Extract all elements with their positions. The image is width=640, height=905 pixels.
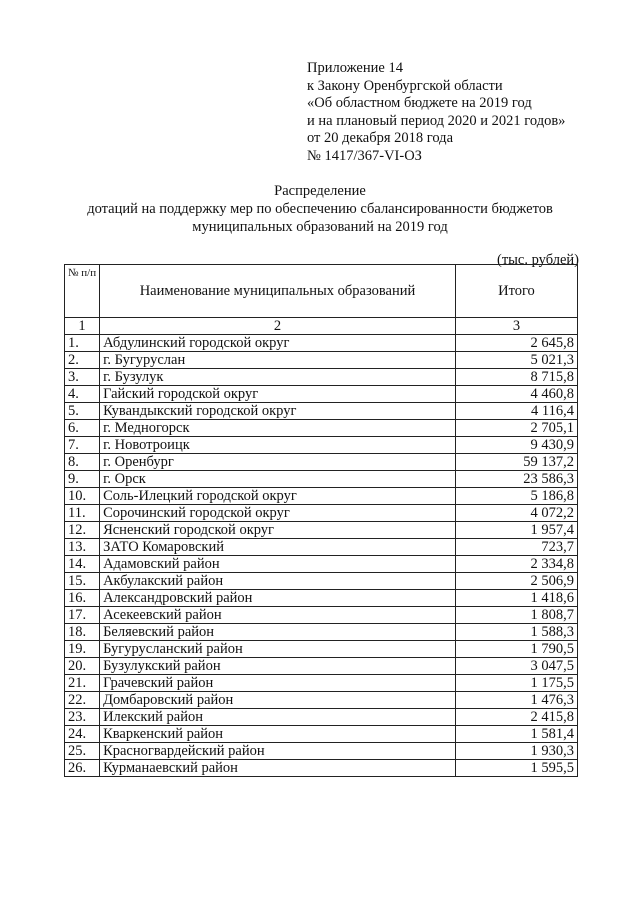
municipality-name: г. Орск: [100, 471, 456, 488]
municipality-name: Домбаровский район: [100, 692, 456, 709]
table-body: [65, 335, 578, 777]
row-number: 20.: [65, 658, 100, 675]
municipality-name: Александровский район: [100, 590, 456, 607]
row-total: 59 137,2: [455, 454, 577, 471]
row-number: 22.: [65, 692, 100, 709]
table-row: [65, 335, 578, 352]
row-total: 4 460,8: [455, 386, 577, 403]
appendix-line: «Об областном бюджете на 2019 год: [307, 95, 532, 111]
municipality-name: Курманаевский район: [100, 760, 456, 777]
row-number: 6.: [65, 420, 100, 437]
table-row: [65, 369, 578, 386]
table-row: [65, 658, 578, 675]
municipality-name: г. Новотроицк: [100, 437, 456, 454]
row-total: 3 047,5: [455, 658, 577, 675]
table-row: [65, 607, 578, 624]
table-row: [65, 590, 578, 607]
row-total: 1 930,3: [455, 743, 577, 760]
row-number: 4.: [65, 386, 100, 403]
table-row: [65, 454, 578, 471]
row-total: 4 116,4: [455, 403, 577, 420]
row-number: 13.: [65, 539, 100, 556]
municipality-name: г. Оренбург: [100, 454, 456, 471]
table-row: [65, 471, 578, 488]
row-number: 12.: [65, 522, 100, 539]
municipality-name: Беляевский район: [100, 624, 456, 641]
table-row: [65, 539, 578, 556]
row-total: 2 645,8: [455, 335, 577, 352]
municipality-name: Кувандыкский городской округ: [100, 403, 456, 420]
row-number: 15.: [65, 573, 100, 590]
table-row: [65, 692, 578, 709]
row-total: 2 334,8: [455, 556, 577, 573]
row-number: 26.: [65, 760, 100, 777]
row-number: 18.: [65, 624, 100, 641]
municipality-name: г. Бугуруслан: [100, 352, 456, 369]
row-total: 8 715,8: [455, 369, 577, 386]
row-number: 21.: [65, 675, 100, 692]
table-row: [65, 505, 578, 522]
row-total: 5 186,8: [455, 488, 577, 505]
title-line: Распределение: [274, 183, 366, 199]
municipality-name: Ясненский городской округ: [100, 522, 456, 539]
row-total: 1 957,4: [455, 522, 577, 539]
row-total: 1 175,5: [455, 675, 577, 692]
header-number: № п/п: [65, 265, 100, 318]
municipality-name: Илекский район: [100, 709, 456, 726]
table-row: [65, 726, 578, 743]
row-number: 2.: [65, 352, 100, 369]
appendix-line: от 20 декабря 2018 года: [307, 130, 453, 146]
row-number: 23.: [65, 709, 100, 726]
row-total: 2 415,8: [455, 709, 577, 726]
row-number: 19.: [65, 641, 100, 658]
municipality-name: Красногвардейский район: [100, 743, 456, 760]
row-number: 25.: [65, 743, 100, 760]
table-row: [65, 352, 578, 369]
municipality-name: Адамовский район: [100, 556, 456, 573]
municipality-name: Бугурусланский район: [100, 641, 456, 658]
table-row: [65, 573, 578, 590]
header-name: Наименование муниципальных образований: [100, 265, 456, 318]
table-row: [65, 760, 578, 777]
table-row: [65, 403, 578, 420]
municipality-name: Сорочинский городской округ: [100, 505, 456, 522]
row-number: 24.: [65, 726, 100, 743]
municipality-name: Акбулакский район: [100, 573, 456, 590]
table-row: [65, 743, 578, 760]
row-number: 7.: [65, 437, 100, 454]
row-total: 1 476,3: [455, 692, 577, 709]
row-number: 5.: [65, 403, 100, 420]
appendix-header: [307, 60, 565, 165]
municipality-name: Бузулукский район: [100, 658, 456, 675]
municipality-name: г. Медногорск: [100, 420, 456, 437]
row-total: 2 506,9: [455, 573, 577, 590]
row-number: 14.: [65, 556, 100, 573]
table-row: [65, 420, 578, 437]
appendix-line: к Закону Оренбургской области: [307, 77, 503, 94]
table-row: [65, 437, 578, 454]
row-total: 2 705,1: [455, 420, 577, 437]
row-total: 1 595,5: [455, 760, 577, 777]
document-title: [0, 182, 640, 236]
row-number: 16.: [65, 590, 100, 607]
row-number: 3.: [65, 369, 100, 386]
municipality-name: Кваркенский район: [100, 726, 456, 743]
row-number: 8.: [65, 454, 100, 471]
row-number: 17.: [65, 607, 100, 624]
row-number: 11.: [65, 505, 100, 522]
municipality-name: Абдулинский городской округ: [100, 335, 456, 352]
row-total: 1 588,3: [455, 624, 577, 641]
appendix-line: и на плановый период 2020 и 2021 годов»: [307, 112, 566, 129]
table-header-row: [65, 265, 578, 318]
table-row: [65, 624, 578, 641]
row-number: 10.: [65, 488, 100, 505]
row-total: 1 581,4: [455, 726, 577, 743]
municipality-name: Соль-Илецкий городской округ: [100, 488, 456, 505]
appendix-line: Приложение 14: [307, 60, 403, 76]
title-line: муниципальных образований на 2019 год: [192, 219, 448, 235]
table-row: [65, 709, 578, 726]
column-number-row: [65, 318, 578, 335]
appendix-line: № 1417/367-VI-ОЗ: [307, 147, 422, 164]
header-total: Итого: [455, 265, 577, 318]
row-total: 1 790,5: [455, 641, 577, 658]
row-total: 4 072,2: [455, 505, 577, 522]
row-total: 9 430,9: [455, 437, 577, 454]
units-label: (тыс. рублей): [497, 252, 579, 268]
municipality-name: ЗАТО Комаровский: [100, 539, 456, 556]
row-total: 1 808,7: [455, 607, 577, 624]
title-line: дотаций на поддержку мер по обеспечению сбалансированности бюджетов: [87, 201, 553, 217]
row-number: 1.: [65, 335, 100, 352]
row-total: 23 586,3: [455, 471, 577, 488]
municipality-name: г. Бузулук: [100, 369, 456, 386]
table-row: [65, 556, 578, 573]
municipality-name: Грачевский район: [100, 675, 456, 692]
row-total: 723,7: [455, 539, 577, 556]
row-total: 5 021,3: [455, 352, 577, 369]
table-row: [65, 641, 578, 658]
table-row: [65, 522, 578, 539]
table-row: [65, 386, 578, 403]
municipality-name: Гайский городской округ: [100, 386, 456, 403]
municipality-name: Асекеевский район: [100, 607, 456, 624]
column-number: 3: [455, 318, 577, 335]
row-total: 1 418,6: [455, 590, 577, 607]
subsidy-table: [64, 264, 578, 777]
table-row: [65, 675, 578, 692]
table-row: [65, 488, 578, 505]
row-number: 9.: [65, 471, 100, 488]
column-number: 1: [65, 318, 100, 335]
column-number: 2: [100, 318, 456, 335]
